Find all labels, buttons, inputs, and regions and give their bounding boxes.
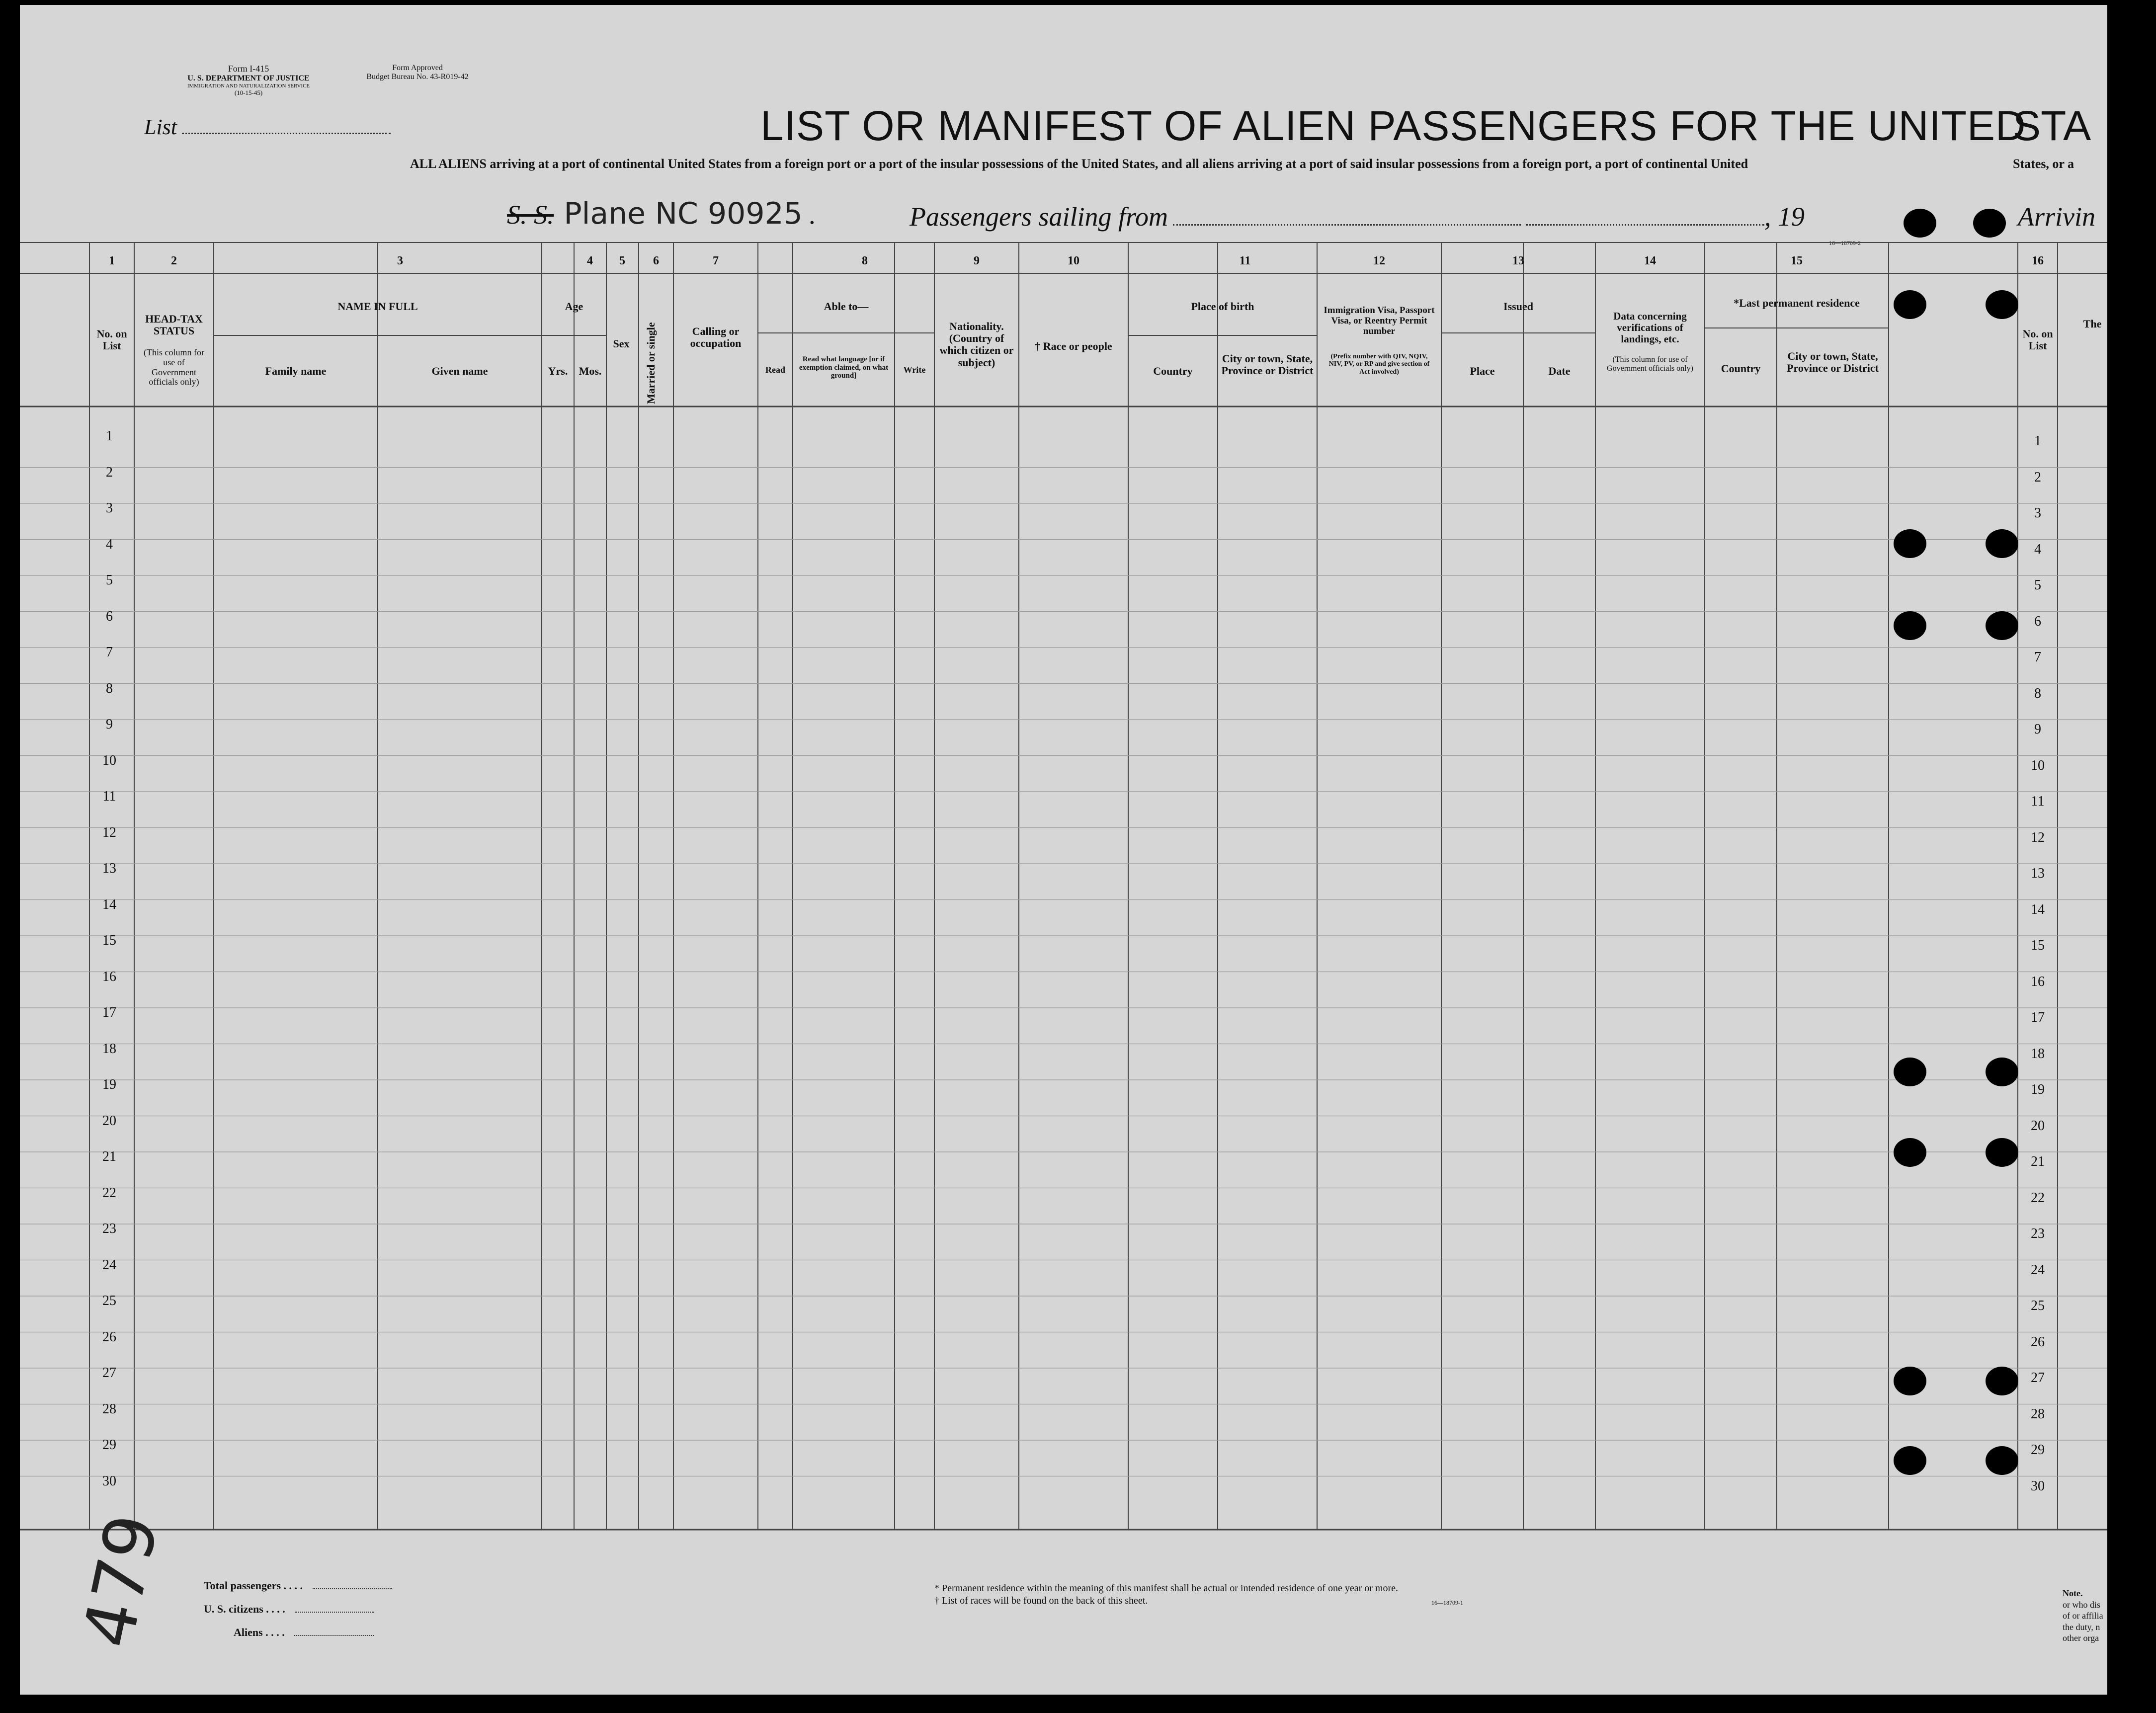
hdr-race: † Race or people	[1035, 340, 1112, 352]
hdr-mos: Mos.	[579, 365, 602, 377]
column-number: 8	[862, 254, 868, 267]
row-number-right: 9	[2034, 722, 2041, 737]
hdr-city2: City or town, State, Province or District	[1787, 350, 1879, 375]
hdr-head-tax-note: (This column for use of Government officials only)	[144, 347, 204, 387]
row-number-left: 27	[102, 1365, 116, 1381]
column-number: 2	[171, 254, 177, 267]
total-passengers-label: Total passengers	[204, 1579, 281, 1592]
column-number: 3	[397, 254, 403, 267]
sailing-label: Passengers sailing from	[910, 202, 1168, 232]
row-number-right: 21	[2031, 1154, 2045, 1169]
row-number-left: 18	[102, 1041, 116, 1057]
hdr-landings: Data concerning verifications of landings, etc.	[1613, 310, 1687, 345]
row-number-right: 28	[2031, 1406, 2045, 1422]
row-number-right: 24	[2031, 1262, 2045, 1278]
note-right-line: of or affilia	[2063, 1611, 2103, 1621]
punch-hole	[1894, 1138, 1926, 1167]
hdr-no-on-list: No. on List	[96, 327, 127, 352]
aliens: Aliens . . . .	[234, 1626, 374, 1639]
row-number-right: 10	[2031, 757, 2045, 773]
row-number-left: 30	[102, 1473, 116, 1489]
row-number-right: 22	[2031, 1190, 2045, 1206]
row-number-left: 15	[102, 933, 116, 948]
form-number: Form I-415	[228, 64, 269, 74]
column-number: 7	[713, 254, 719, 267]
arriving-label: Arrivin	[2018, 202, 2095, 232]
row-number-right: 2	[2034, 469, 2041, 485]
us-citizens: U. S. citizens . . . .	[204, 1603, 374, 1616]
punch-hole	[1894, 1446, 1926, 1475]
row-number-left: 28	[102, 1401, 116, 1417]
hdr-read-what: Read what language [or if exemption claimed, on what ground]	[799, 355, 889, 380]
punch-hole	[1986, 1367, 2018, 1395]
row-number-left: 9	[106, 717, 113, 732]
row-number-right: 17	[2031, 1010, 2045, 1025]
hdr-visa: Immigration Visa, Passport Visa, or Reentry Permit number	[1324, 305, 1435, 336]
column-number: 11	[1239, 254, 1251, 267]
hdr-sex: Sex	[613, 337, 630, 350]
row-number-right: 25	[2031, 1298, 2045, 1313]
form-department: U. S. DEPARTMENT OF JUSTICE	[187, 74, 310, 82]
hdr-age: Age	[565, 300, 583, 313]
hdr-family-name: Family name	[265, 365, 327, 377]
hdr-landings-note: (This column for use of Government officials only)	[1607, 355, 1693, 373]
note-right-line: or who dis	[2063, 1599, 2100, 1610]
row-number-right: 3	[2034, 505, 2041, 521]
hdr-city: City or town, State, Province or District	[1221, 352, 1314, 377]
hdr-nationality: Nationality. (Country of which citizen or subject)	[939, 320, 1014, 369]
punch-hole	[1986, 1058, 2018, 1086]
row-number-right: 18	[2031, 1046, 2045, 1061]
punch-hole	[1973, 209, 2006, 238]
row-number-right: 8	[2034, 685, 2041, 701]
form-date: (10-15-45)	[234, 88, 263, 96]
print-code: 16—18709-2	[1829, 240, 1861, 246]
punch-hole	[1894, 611, 1926, 640]
row-number-right: 15	[2031, 938, 2045, 953]
hdr-no-on-list2: No. on List	[2022, 327, 2053, 352]
column-number: 13	[1512, 254, 1524, 267]
note-right-title: Note.	[2063, 1588, 2083, 1598]
row-number-right: 13	[2031, 866, 2045, 881]
row-number-left: 11	[102, 789, 116, 804]
row-number-left: 2	[106, 464, 113, 480]
punch-hole	[1904, 209, 1936, 238]
vessel-handwritten: Plane NC 90925	[564, 196, 803, 231]
row-number-left: 6	[106, 608, 113, 624]
row-number-right: 11	[2031, 794, 2045, 809]
row-number-left: 12	[102, 824, 116, 840]
handwritten-page-number: 479	[68, 1507, 175, 1655]
hdr-calling: Calling or occupation	[690, 325, 742, 350]
list-label-text: List	[144, 115, 177, 139]
column-number: 6	[653, 254, 659, 267]
row-number-right: 29	[2031, 1442, 2045, 1458]
manifest-sheet	[20, 5, 2107, 1695]
hdr-place: Place	[1470, 365, 1495, 377]
hdr-last-residence: *Last permanent residence	[1734, 297, 1860, 309]
row-number-right: 16	[2031, 974, 2045, 989]
page-title: LIST OR MANIFEST OF ALIEN PASSENGERS FOR THE UNITED	[760, 102, 2026, 149]
column-number: 12	[1373, 254, 1385, 267]
row-number-right: 12	[2031, 829, 2045, 845]
row-number-right: 19	[2031, 1082, 2045, 1097]
year-label: , 19	[1764, 202, 1805, 232]
row-number-left: 20	[102, 1113, 116, 1129]
row-number-left: 23	[102, 1221, 116, 1236]
punch-hole	[1894, 529, 1926, 558]
column-number: 10	[1068, 254, 1079, 267]
column-number: 15	[1791, 254, 1803, 267]
row-number-left: 29	[102, 1437, 116, 1453]
footnote-races: † List of races will be found on the back of this sheet.	[934, 1595, 1148, 1606]
row-number-left: 16	[102, 969, 116, 984]
form-service: IMMIGRATION AND NATURALIZATION SERVICE	[187, 83, 310, 89]
row-number-right: 6	[2034, 613, 2041, 629]
note-right-line: other orga	[2063, 1633, 2099, 1643]
hdr-country2: Country	[1721, 362, 1761, 375]
row-number-left: 1	[106, 428, 113, 444]
row-number-right: 23	[2031, 1226, 2045, 1241]
row-number-left: 25	[102, 1293, 116, 1308]
column-number: 16	[2032, 254, 2044, 267]
row-number-right: 4	[2034, 541, 2041, 557]
hdr-read: Read	[765, 365, 785, 375]
row-number-left: 5	[106, 572, 113, 588]
row-number-left: 26	[102, 1329, 116, 1345]
column-number: 14	[1644, 254, 1656, 267]
hdr-date: Date	[1548, 365, 1571, 377]
punch-hole	[1894, 1058, 1926, 1086]
row-number-left: 19	[102, 1077, 116, 1092]
row-number-right: 26	[2031, 1334, 2045, 1350]
punch-hole	[1986, 1446, 2018, 1475]
hdr-yrs: Yrs.	[548, 365, 568, 377]
row-number-left: 24	[102, 1257, 116, 1273]
hdr-married: Married or single	[645, 322, 657, 404]
row-number-left: 17	[102, 1005, 116, 1020]
hdr-able-to: Able to—	[824, 300, 869, 313]
hdr-issued: Issued	[1503, 300, 1533, 313]
row-number-right: 20	[2031, 1118, 2045, 1134]
row-number-right: 1	[2034, 433, 2041, 449]
hdr-place-of-birth: Place of birth	[1191, 300, 1254, 313]
form-budget: Budget Bureau No. 43-R019-42	[366, 73, 469, 82]
punch-hole	[1986, 529, 2018, 558]
footer-code: 16—18709-1	[1431, 1599, 1463, 1606]
hdr-head-tax: HEAD-TAX STATUS	[145, 313, 203, 337]
row-number-left: 13	[102, 861, 116, 876]
row-number-left: 7	[106, 645, 113, 660]
form-approved: Form Approved	[392, 64, 443, 72]
column-number: 5	[619, 254, 625, 267]
column-number: 1	[109, 254, 115, 267]
page-subtitle: ALL ALIENS arriving at a port of continental United States from a foreign port or a port of the insular possessions of the United States, and all aliens arriving at a port of said insular possessions from a foreign port, a port of continental United	[410, 157, 1748, 171]
note-right	[2063, 1588, 2103, 1644]
punch-hole	[1894, 1367, 1926, 1395]
total-passengers: Total passengers . . . .	[204, 1579, 392, 1592]
us-citizens-label: U. S. citizens	[204, 1603, 263, 1615]
hdr-given-name: Given name	[431, 365, 488, 377]
hdr-country: Country	[1153, 365, 1193, 377]
aliens-label: Aliens	[234, 1626, 263, 1638]
row-number-left: 21	[102, 1149, 116, 1164]
hdr-visa-note: (Prefix number with QIV, NQIV, NIV, PV, or RP and give section of Act involved)	[1328, 353, 1430, 376]
row-number-right: 30	[2031, 1478, 2045, 1494]
column-number: 4	[587, 254, 593, 267]
row-number-right: 27	[2031, 1370, 2045, 1386]
row-number-left: 14	[102, 897, 116, 912]
page-title-cont: STA	[2013, 102, 2091, 149]
punch-hole	[1986, 611, 2018, 640]
vessel-label: S. S.	[507, 200, 554, 230]
hdr-name-in-full: NAME IN FULL	[337, 300, 418, 313]
footnote-residence: * Permanent residence within the meaning of this manifest shall be actual or intended residence of one year or more.	[934, 1583, 1399, 1594]
row-number-left: 10	[102, 752, 116, 768]
row-number-right: 5	[2034, 577, 2041, 593]
row-number-right: 7	[2034, 650, 2041, 665]
page-subtitle-cont: States, or a	[2013, 157, 2074, 171]
row-number-left: 8	[106, 680, 113, 696]
row-number-left: 22	[102, 1185, 116, 1201]
row-number-left: 4	[106, 536, 113, 552]
row-number-right: 14	[2031, 901, 2045, 917]
note-right-line: the duty, n	[2063, 1622, 2100, 1632]
row-number-left: 3	[106, 500, 113, 516]
hdr-the-cut: The	[2083, 318, 2102, 330]
punch-hole	[1986, 1138, 2018, 1167]
column-number: 9	[974, 254, 980, 267]
vessel-line: S. S. Plane NC 90925 .	[507, 196, 816, 231]
punch-hole	[1894, 290, 1926, 319]
hdr-write: Write	[903, 365, 926, 375]
punch-hole	[1986, 290, 2018, 319]
